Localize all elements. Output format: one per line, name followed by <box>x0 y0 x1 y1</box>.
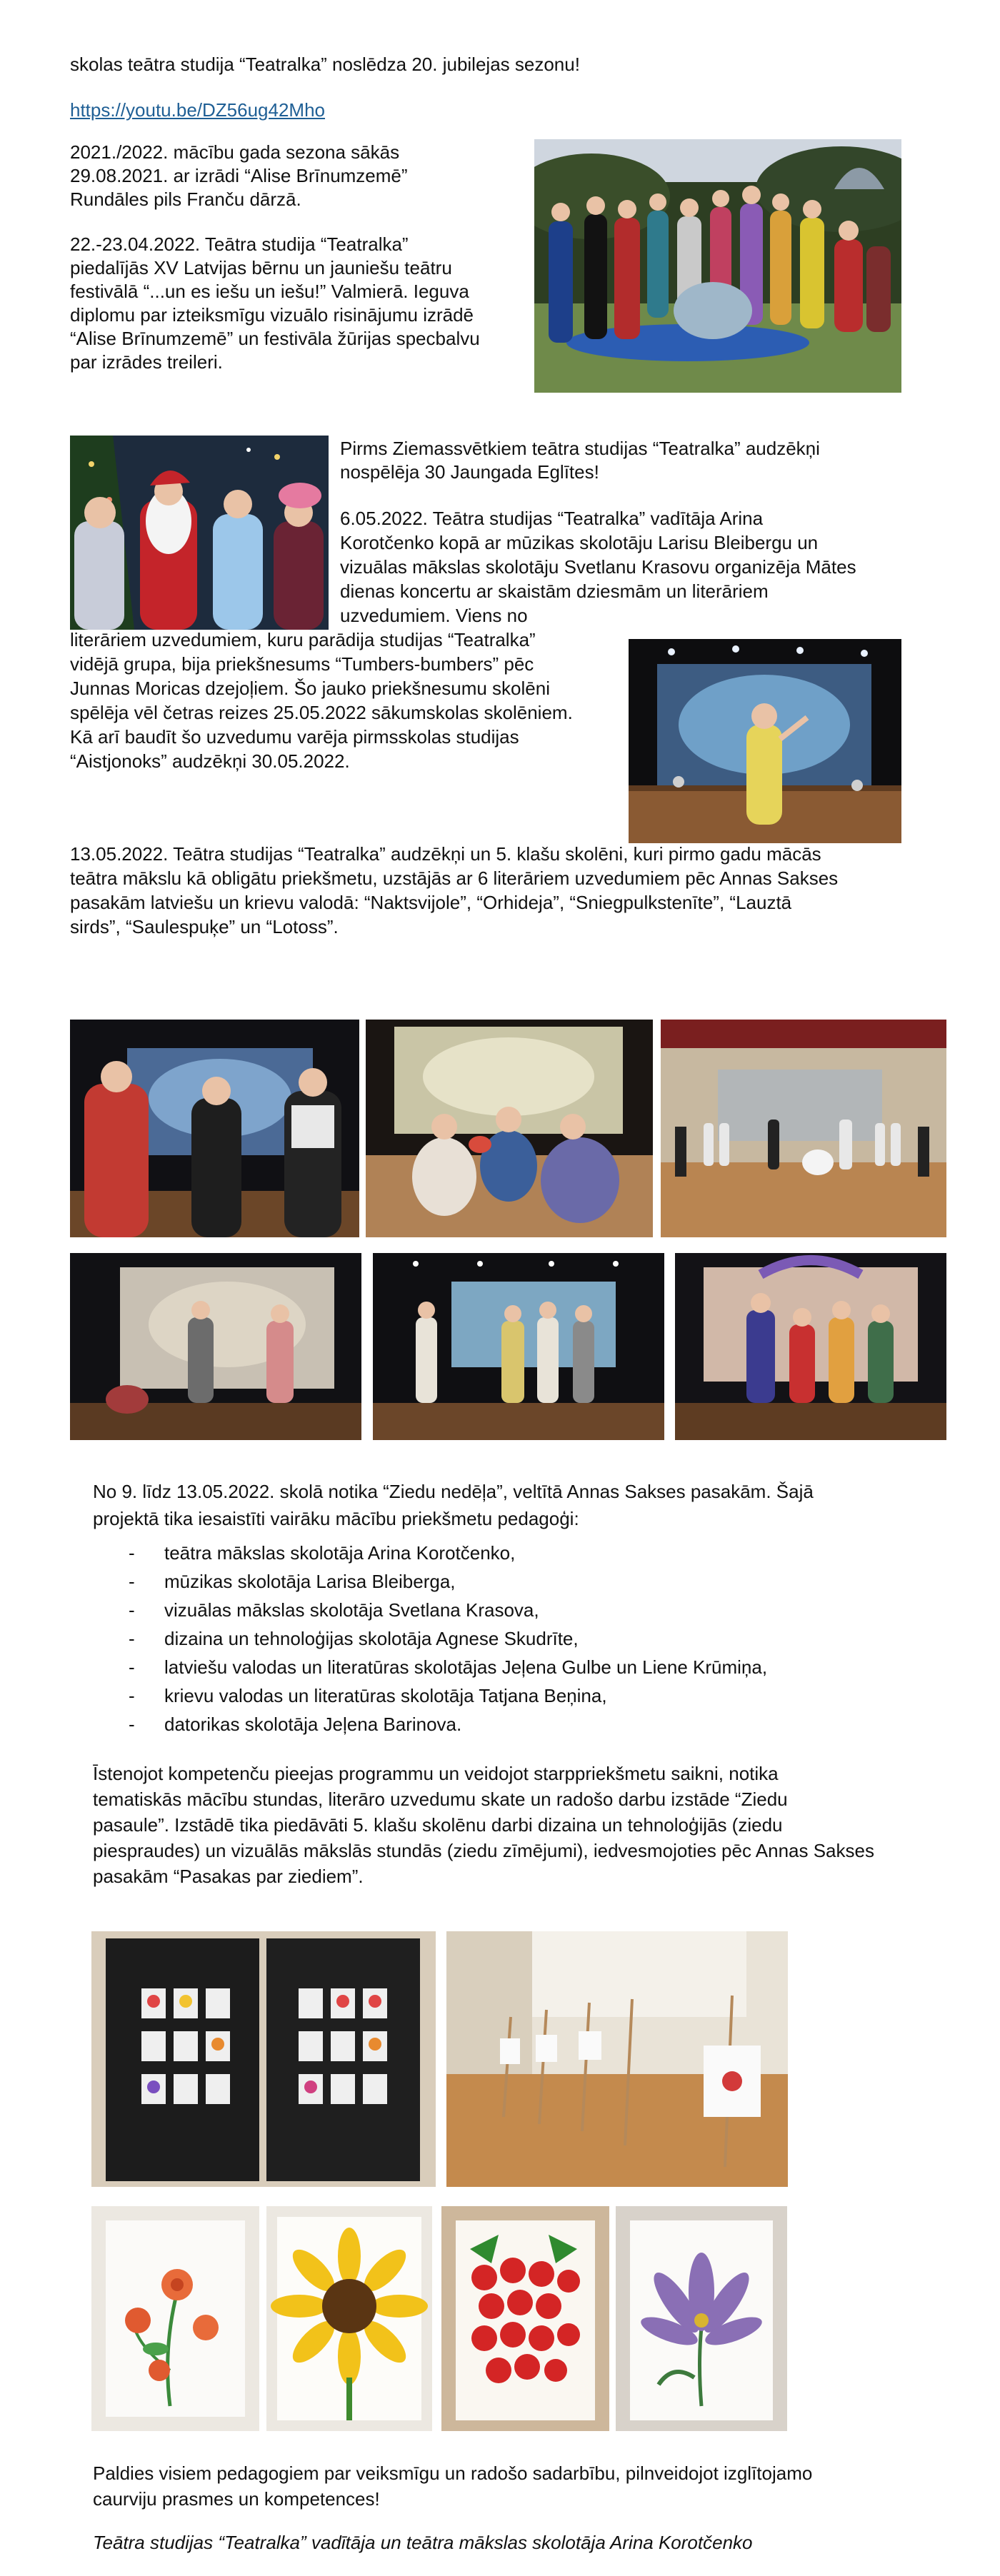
mothers-day-line-10: Kā arī baudīt šo uzvedumu varēja pirmsskolas studijas <box>70 726 519 748</box>
festival-line-2: piedalījās XV Latvijas bērnu un jauniešu teātru <box>70 257 452 278</box>
festival-line-1: 22.-23.04.2022. Teātra studija “Teatralka” <box>70 233 409 255</box>
season-line-1: 2021./2022. mācību gada sezona sākās <box>70 141 400 163</box>
staff-list <box>93 1539 767 1739</box>
mothers-day-line-9: spēlēja vēl četras reizes 25.05.2022 sākumskolas skolēniem. <box>70 702 573 723</box>
staff-item: - vizuālas mākslas skolotāja Svetlana Krasova, <box>93 1596 767 1624</box>
may13-line-4: sirds”, “Saulespuķe” un “Lotoss”. <box>70 916 339 937</box>
festival-line-4: diplomu par izteiksmīgu vizuālo risinājumu izrādē <box>70 304 474 326</box>
gallery-photo-4 <box>70 1253 361 1440</box>
drawing-roses-photo <box>91 2206 259 2431</box>
mothers-day-line-3: vizuālas mākslas skolotāju Svetlanu Krasovu organizēja Mātes <box>340 556 856 578</box>
thanks-line-1: Paldies visiem pedagogiem par veiksmīgu un radošo sadarbību, pilnveidojot izglītojamo <box>93 2462 813 2484</box>
xmas-line-2: nospēlēja 30 Jaungada Eglītes! <box>340 461 599 483</box>
gallery-photo-6 <box>675 1253 946 1440</box>
flower-week-line-1: No 9. līdz 13.05.2022. skolā notika “Ziedu nedēļa”, veltītā Annas Sakses pasakām. Šajā <box>93 1481 814 1502</box>
staff-item: - mūzikas skolotāja Larisa Bleiberga, <box>93 1567 767 1596</box>
mothers-day-line-11: “Aistjonoks” audzēkņi 30.05.2022. <box>70 750 350 772</box>
drawing-sunflower-photo <box>266 2206 432 2431</box>
may13-line-1: 13.05.2022. Teātra studijas “Teatralka” audzēkņi un 5. klašu skolēni, kuri pirmo gadu mācās <box>70 843 821 865</box>
flower-week-line-2: projektā tika iesaistīti vairāku mācību priekšmetu pedagoģi: <box>93 1508 579 1529</box>
competence-line-4: piespraudes) un vizuālās mākslās stundās (ziedu zīmējumi), iedvesmojoties pēc Annas Sakses <box>93 1840 874 1861</box>
mothers-day-line-4: dienas koncertu ar skaistām dziesmām un literāriem <box>340 580 769 602</box>
staff-item: - latviešu valodas un literatūras skolotājas Jeļena Gulbe un Liene Krūmiņa, <box>93 1653 767 1681</box>
signature: Teātra studijas “Teatralka” vadītāja un teātra mākslas skolotāja Arina Korotčenko <box>93 2532 753 2553</box>
festival-line-5: “Alise Brīnumzemē” un festivāla žūrijas specbalvu <box>70 328 480 349</box>
exhibition-easels-photo <box>446 1931 788 2187</box>
staff-item: - dizaina un tehnoloģijas skolotāja Agnese Skudrīte, <box>93 1624 767 1653</box>
festival-line-3: festivālā “...un es iešu un iešu!” Valmierā. Ieguva <box>70 281 469 302</box>
gallery-photo-2 <box>366 1020 653 1237</box>
season-line-2: 29.08.2021. ar izrādi “Alise Brīnumzemē” <box>70 165 408 186</box>
may13-line-2: teātra mākslu kā obligātu priekšmetu, uzstājās ar 6 literāriem uzvedumiem pēc Annas Sakses <box>70 867 839 889</box>
competence-line-3: pasaule”. Izstādē tika piedāvāti 5. klašu skolēnu darbi dizaina un tehnoloģijās (ziedu <box>93 1814 783 1836</box>
mothers-day-line-8: Junnas Moricas dzejoļiem. Šo jauko priekšnesumu skolēni <box>70 678 550 699</box>
exhibition-board-photo <box>91 1931 436 2187</box>
mothers-day-line-6: literāriem uzvedumiem, kuru parādija studijas “Teatralka” <box>70 629 536 650</box>
competence-line-1: Īstenojot kompetenču pieejas programmu un veidojot starppriekšmetu saikni, notika <box>93 1763 779 1784</box>
gallery-photo-1 <box>70 1020 359 1237</box>
festival-line-6: par izrādes treileri. <box>70 351 223 373</box>
may13-line-3: pasakām latviešu un krievu valodā: “Naktsvijole”, “Orhideja”, “Sniegpulkstenīte”, “Lauztā <box>70 892 792 913</box>
alice-cast-photo <box>534 139 901 393</box>
mothers-day-line-5: uzvedumiem. Viens no <box>340 605 528 626</box>
stage-performance-photo <box>629 639 901 843</box>
intro-text: skolas teātra studija “Teatralka” noslēdza 20. jubilejas sezonu! <box>70 54 580 75</box>
christmas-photo <box>70 436 329 630</box>
gallery-photo-3 <box>661 1020 946 1237</box>
staff-item: - krievu valodas un literatūras skolotāja Tatjana Beņina, <box>93 1681 767 1710</box>
thanks-line-2: caurviju prasmes un kompetences! <box>93 2488 380 2510</box>
mothers-day-line-1: 6.05.2022. Teātra studijas “Teatralka” vadītāja Arina <box>340 508 764 529</box>
competence-line-2: tematiskās mācību stundas, literāro uzvedumu skate un radošo darbu izstāde “Ziedu <box>93 1788 788 1810</box>
staff-item: - teātra mākslas skolotāja Arina Korotčenko, <box>93 1539 767 1567</box>
staff-item: - datorikas skolotāja Jeļena Barinova. <box>93 1710 767 1739</box>
mothers-day-line-2: Korotčenko kopā ar mūzikas skolotāju Larisu Bleibergu un <box>340 532 819 553</box>
mothers-day-line-7: vidējā grupa, bija priekšnesums “Tumbers-bumbers” pēc <box>70 653 534 675</box>
youtube-link[interactable]: https://youtu.be/DZ56ug42Mho <box>70 99 326 121</box>
xmas-line-1: Pirms Ziemassvētkiem teātra studijas “Teatralka” audzēkņi <box>340 438 820 459</box>
drawing-red-flowers-photo <box>441 2206 609 2431</box>
season-line-3: Rundāles pils Franču dārzā. <box>70 188 301 210</box>
gallery-photo-5 <box>373 1253 664 1440</box>
drawing-lilies-photo <box>616 2206 787 2431</box>
competence-line-5: pasakām “Pasakas par ziediem”. <box>93 1866 364 1887</box>
